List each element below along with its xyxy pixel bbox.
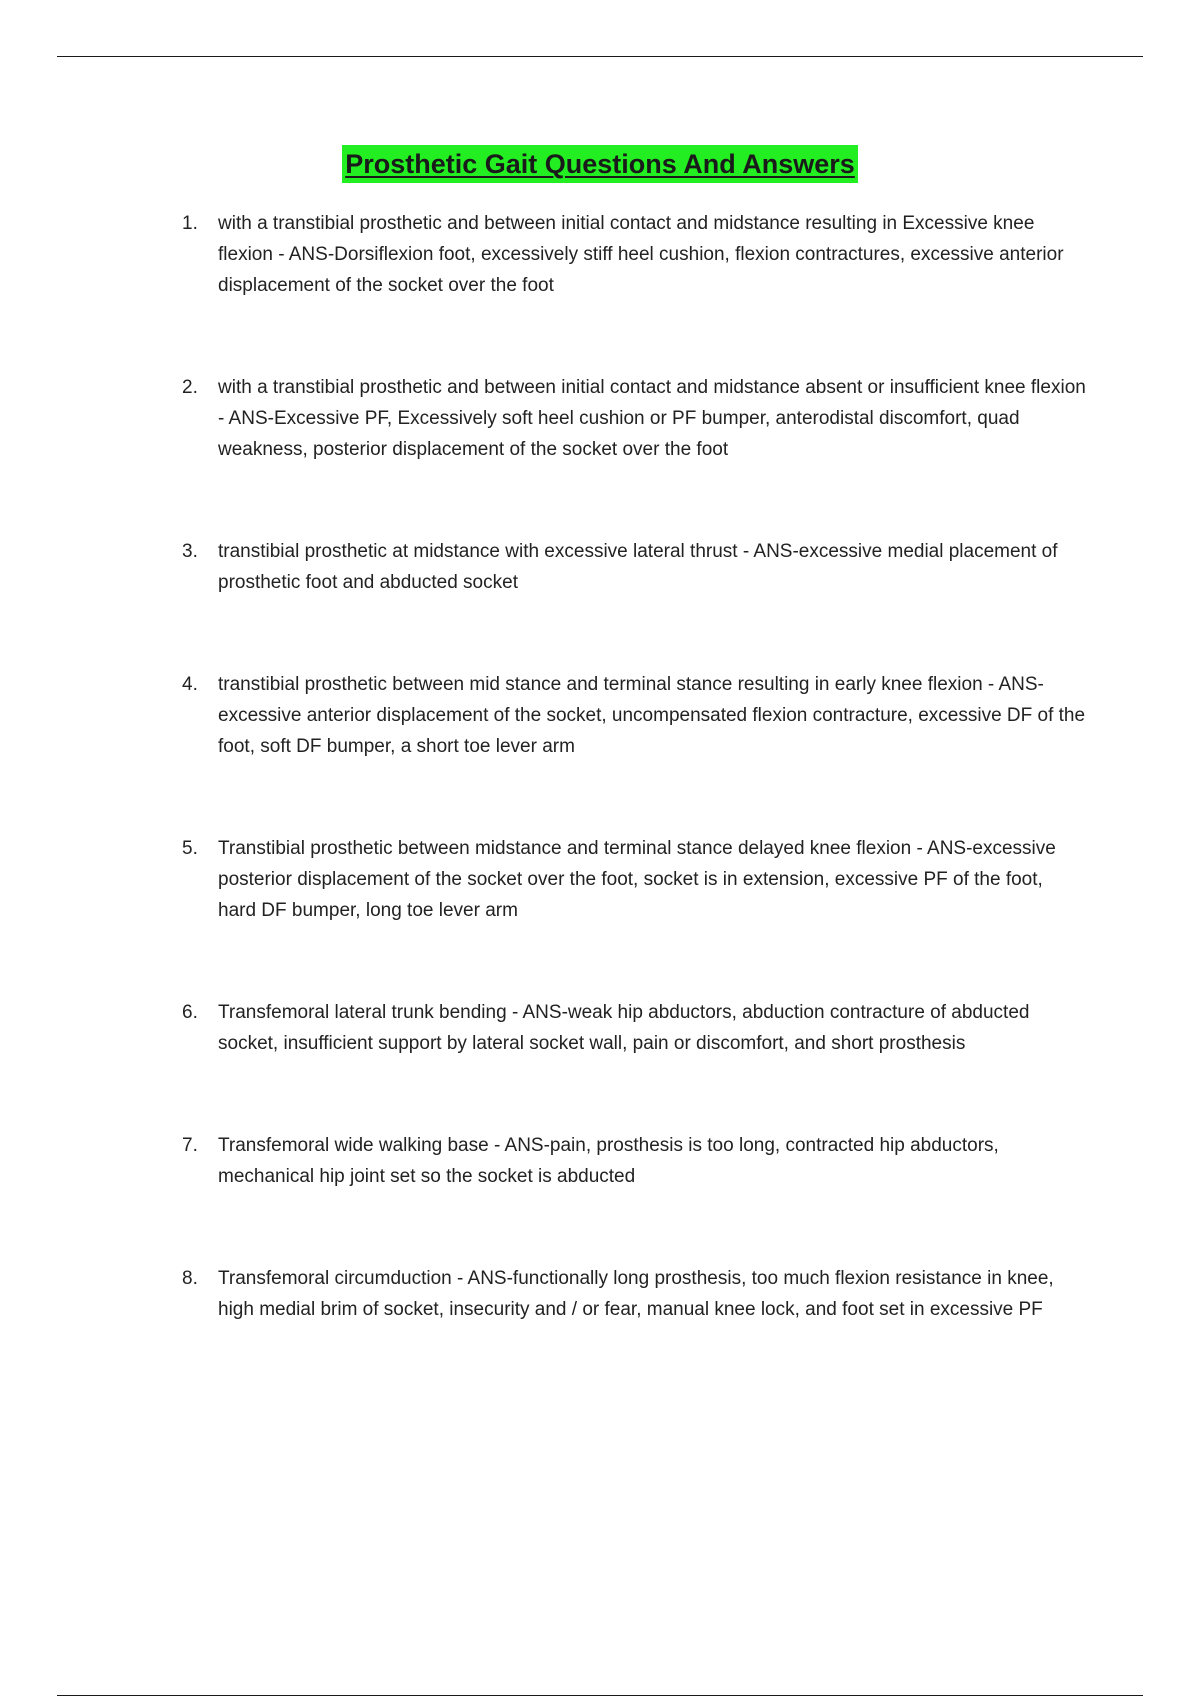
item-number: 2. — [182, 377, 198, 398]
list-item — [0, 833, 1200, 926]
footer-rule — [57, 1695, 1143, 1696]
item-number: 7. — [182, 1135, 198, 1156]
item-text: Transtibial prosthetic between midstance and terminal stance delayed knee flexion - ANS-excessive posterior displacement of the socket over the foot, socket is in extension, excessive PF of the foot, hard DF bumper, long toe lever arm — [218, 838, 1056, 921]
title-container — [0, 145, 1200, 183]
list-item — [0, 1130, 1200, 1192]
list-item — [0, 669, 1200, 762]
header-rule — [57, 56, 1143, 57]
item-number: 1. — [182, 213, 198, 234]
item-text: Transfemoral circumduction - ANS-functionally long prosthesis, too much flexion resistance in knee, high medial brim of socket, insecurity and / or fear, manual knee lock, and foot set in excessive PF — [218, 1268, 1054, 1320]
list-item — [0, 372, 1200, 465]
list-item — [0, 997, 1200, 1059]
question-list — [0, 208, 1200, 1396]
item-text: with a transtibial prosthetic and between initial contact and midstance resulting in Excessive knee flexion - ANS-Dorsiflexion foot, excessively stiff heel cushion, flexion contractures, excessive anterior displacement of the socket over the foot — [218, 213, 1064, 296]
item-number: 3. — [182, 541, 198, 562]
list-item — [0, 1263, 1200, 1325]
list-item — [0, 208, 1200, 301]
page-title: Prosthetic Gait Questions And Answers — [342, 145, 858, 183]
item-number: 6. — [182, 1002, 198, 1023]
item-text: with a transtibial prosthetic and between initial contact and midstance absent or insufficient knee flexion - ANS-Excessive PF, Excessively soft heel cushion or PF bumper, anterodistal discomfort, quad weakness, posterior displacement of the socket over the foot — [218, 377, 1086, 460]
item-text: transtibial prosthetic between mid stance and terminal stance resulting in early knee flexion - ANS-excessive anterior displacement of the socket, uncompensated flexion contracture, excessive DF of the foot, soft DF bumper, a short toe lever arm — [218, 674, 1086, 757]
item-number: 5. — [182, 838, 198, 859]
item-text: transtibial prosthetic at midstance with excessive lateral thrust - ANS-excessive medial placement of prosthetic foot and abducted socket — [218, 541, 1058, 593]
item-text: Transfemoral wide walking base - ANS-pain, prosthesis is too long, contracted hip abductors, mechanical hip joint set so the socket is abducted — [218, 1135, 999, 1187]
item-number: 4. — [182, 674, 198, 695]
list-item — [0, 536, 1200, 598]
item-number: 8. — [182, 1268, 198, 1289]
item-text: Transfemoral lateral trunk bending - ANS-weak hip abductors, abduction contracture of abducted socket, insufficient support by lateral socket wall, pain or discomfort, and short prosthesis — [218, 1002, 1030, 1054]
